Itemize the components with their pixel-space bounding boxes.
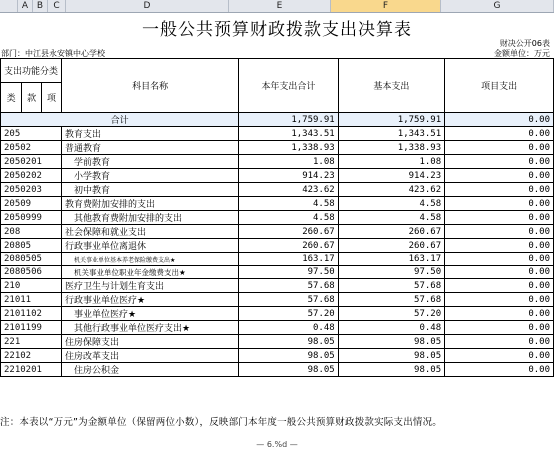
table-note: 注：本表以“万元”为金额单位（保留两位小数），反映部门本年度一般公共预算财政拨款实际支出情况。 xyxy=(0,417,442,428)
row-project[interactable]: 0.00 xyxy=(445,239,554,253)
row-name[interactable]: 学前教育 xyxy=(62,155,239,169)
row-total[interactable]: 98.05 xyxy=(239,335,339,349)
table-row xyxy=(1,183,554,197)
row-project[interactable]: 0.00 xyxy=(445,169,554,183)
unit-label: 金额单位：万元 xyxy=(494,49,550,58)
row-total[interactable]: 98.05 xyxy=(239,349,339,363)
row-total[interactable]: 914.23 xyxy=(239,169,339,183)
table-row xyxy=(1,321,554,335)
col-header-g[interactable]: G xyxy=(441,0,554,12)
row-code[interactable]: 2101102 xyxy=(1,307,62,321)
table-row xyxy=(1,349,554,363)
column-header-bar xyxy=(0,0,554,13)
row-code[interactable]: 2101199 xyxy=(1,321,62,335)
row-project[interactable]: 0.00 xyxy=(445,266,554,279)
row-project[interactable]: 0.00 xyxy=(445,183,554,197)
row-basic[interactable]: 4.58 xyxy=(338,211,444,225)
func-class-header[interactable]: 支出功能分类 xyxy=(1,59,62,83)
row-basic[interactable]: 98.05 xyxy=(338,349,444,363)
lei-header[interactable]: 类 xyxy=(1,83,22,113)
row-project[interactable]: 0.00 xyxy=(445,155,554,169)
row-basic[interactable]: 1,343.51 xyxy=(338,127,444,141)
table-row xyxy=(1,141,554,155)
row-name[interactable]: 教育支出 xyxy=(62,127,239,141)
row-total[interactable]: 97.50 xyxy=(239,266,339,279)
row-basic[interactable]: 57.20 xyxy=(338,307,444,321)
row-name[interactable]: 住房保障支出 xyxy=(62,335,239,349)
table-row xyxy=(1,127,554,141)
row-basic[interactable]: 423.62 xyxy=(338,183,444,197)
row-name[interactable]: 住房改革支出 xyxy=(62,349,239,363)
row-basic[interactable]: 97.50 xyxy=(338,266,444,279)
row-code[interactable]: 2210201 xyxy=(1,363,62,377)
row-total[interactable]: 260.67 xyxy=(239,225,339,239)
row-code[interactable]: 20805 xyxy=(1,239,62,253)
table-row xyxy=(1,293,554,307)
row-total[interactable]: 57.68 xyxy=(239,279,339,293)
table-row xyxy=(1,225,554,239)
row-name[interactable]: 事业单位医疗★ xyxy=(62,307,239,321)
row-project[interactable]: 0.00 xyxy=(445,253,554,266)
row-basic[interactable]: 57.68 xyxy=(338,293,444,307)
table-row xyxy=(1,335,554,349)
row-total[interactable]: 0.48 xyxy=(239,321,339,335)
total-header[interactable]: 本年支出合计 xyxy=(239,59,339,113)
row-total[interactable]: 57.68 xyxy=(239,293,339,307)
row-name[interactable]: 教育费附加安排的支出 xyxy=(62,197,239,211)
row-name[interactable]: 普通教育 xyxy=(62,141,239,155)
table-row xyxy=(1,307,554,321)
table-row xyxy=(1,197,554,211)
row-code[interactable]: 210 xyxy=(1,279,62,293)
row-name[interactable]: 机关事业单位基本养老保险缴费支出★ xyxy=(62,253,239,266)
row-code[interactable]: 2050999 xyxy=(1,211,62,225)
row-code[interactable]: 2050202 xyxy=(1,169,62,183)
row-name[interactable]: 其他行政事业单位医疗支出★ xyxy=(62,321,239,335)
row-code[interactable]: 2050201 xyxy=(1,155,62,169)
subject-header[interactable]: 科目名称 xyxy=(62,59,239,113)
table-row xyxy=(1,239,554,253)
col-header-c[interactable]: C xyxy=(48,0,66,12)
row-code[interactable]: 20502 xyxy=(1,141,62,155)
row-basic[interactable]: 0.48 xyxy=(338,321,444,335)
row-total[interactable]: 4.58 xyxy=(239,197,339,211)
col-header-e[interactable]: E xyxy=(229,0,331,12)
col-header-f[interactable]: F xyxy=(331,0,441,12)
table-row xyxy=(1,266,554,279)
row-name[interactable]: 住房公积金 xyxy=(62,363,239,377)
row-total[interactable]: 98.05 xyxy=(239,363,339,377)
col-header-b[interactable]: B xyxy=(33,0,48,12)
corner-cell[interactable] xyxy=(0,0,18,12)
row-basic[interactable]: 1,338.93 xyxy=(338,141,444,155)
row-basic[interactable]: 1.08 xyxy=(338,155,444,169)
row-code[interactable]: 2080506 xyxy=(1,266,62,279)
kuan-header[interactable]: 款 xyxy=(22,83,42,113)
row-project[interactable]: 0.00 xyxy=(445,127,554,141)
row-basic[interactable]: 57.68 xyxy=(338,279,444,293)
row-total[interactable]: 260.67 xyxy=(239,239,339,253)
row-total[interactable]: 1.08 xyxy=(239,155,339,169)
total-total[interactable]: 1,759.91 xyxy=(239,113,339,127)
row-project[interactable]: 0.00 xyxy=(445,211,554,225)
row-name[interactable]: 医疗卫生与计划生育支出 xyxy=(62,279,239,293)
table-row xyxy=(1,211,554,225)
row-total[interactable]: 1,343.51 xyxy=(239,127,339,141)
row-project[interactable]: 0.00 xyxy=(445,141,554,155)
row-basic[interactable]: 98.05 xyxy=(338,335,444,349)
form-number: 财决公开06表 xyxy=(499,39,550,48)
row-name[interactable]: 社会保障和就业支出 xyxy=(62,225,239,239)
row-basic[interactable]: 4.58 xyxy=(338,197,444,211)
row-basic[interactable]: 98.05 xyxy=(338,363,444,377)
project-header[interactable]: 项目支出 xyxy=(445,59,554,113)
table-row xyxy=(1,279,554,293)
row-basic[interactable]: 163.17 xyxy=(338,253,444,266)
row-code[interactable]: 20509 xyxy=(1,197,62,211)
total-row xyxy=(1,113,554,127)
row-basic[interactable]: 260.67 xyxy=(338,239,444,253)
row-code[interactable]: 21011 xyxy=(1,293,62,307)
row-name[interactable]: 机关事业单位职业年金缴费支出★ xyxy=(62,266,239,279)
total-label[interactable]: 合计 xyxy=(1,113,239,127)
xiang-header[interactable]: 项 xyxy=(42,83,62,113)
row-code[interactable]: 208 xyxy=(1,225,62,239)
basic-header[interactable]: 基本支出 xyxy=(338,59,444,113)
table-row xyxy=(1,169,554,183)
row-project[interactable]: 0.00 xyxy=(445,363,554,377)
department-label: 部门：中江县永安镇中心学校 xyxy=(1,49,105,58)
expenditure-table xyxy=(0,58,554,377)
table-row xyxy=(1,363,554,377)
row-project[interactable]: 0.00 xyxy=(445,197,554,211)
row-name[interactable]: 行政事业单位医疗★ xyxy=(62,293,239,307)
report-title: 一般公共预算财政拨款支出决算表 xyxy=(142,20,412,40)
row-code[interactable]: 22102 xyxy=(1,349,62,363)
col-header-d[interactable]: D xyxy=(66,0,229,12)
row-project[interactable]: 0.00 xyxy=(445,225,554,239)
row-code[interactable]: 2050203 xyxy=(1,183,62,197)
row-basic[interactable]: 914.23 xyxy=(338,169,444,183)
row-project[interactable]: 0.00 xyxy=(445,349,554,363)
row-code[interactable]: 2080505 xyxy=(1,253,62,266)
table-row xyxy=(1,253,554,266)
row-name[interactable]: 行政事业单位离退休 xyxy=(62,239,239,253)
row-total[interactable]: 4.58 xyxy=(239,211,339,225)
row-code[interactable]: 205 xyxy=(1,127,62,141)
row-name[interactable]: 小学教育 xyxy=(62,169,239,183)
row-total[interactable]: 1,338.93 xyxy=(239,141,339,155)
table-row xyxy=(1,155,554,169)
row-basic[interactable]: 260.67 xyxy=(338,225,444,239)
row-code[interactable]: 221 xyxy=(1,335,62,349)
row-total[interactable]: 163.17 xyxy=(239,253,339,266)
row-name[interactable]: 初中教育 xyxy=(62,183,239,197)
row-project[interactable]: 0.00 xyxy=(445,279,554,293)
total-basic[interactable]: 1,759.91 xyxy=(338,113,444,127)
row-project[interactable]: 0.00 xyxy=(445,293,554,307)
header-row-1 xyxy=(1,59,554,83)
page-footer: — 6.%d — xyxy=(256,440,298,449)
row-project[interactable]: 0.00 xyxy=(445,335,554,349)
row-name[interactable]: 其他教育费附加安排的支出 xyxy=(62,211,239,225)
total-project[interactable]: 0.00 xyxy=(445,113,554,127)
row-total[interactable]: 423.62 xyxy=(239,183,339,197)
row-project[interactable]: 0.00 xyxy=(445,321,554,335)
row-project[interactable]: 0.00 xyxy=(445,307,554,321)
row-total[interactable]: 57.20 xyxy=(239,307,339,321)
col-header-a[interactable]: A xyxy=(18,0,33,12)
